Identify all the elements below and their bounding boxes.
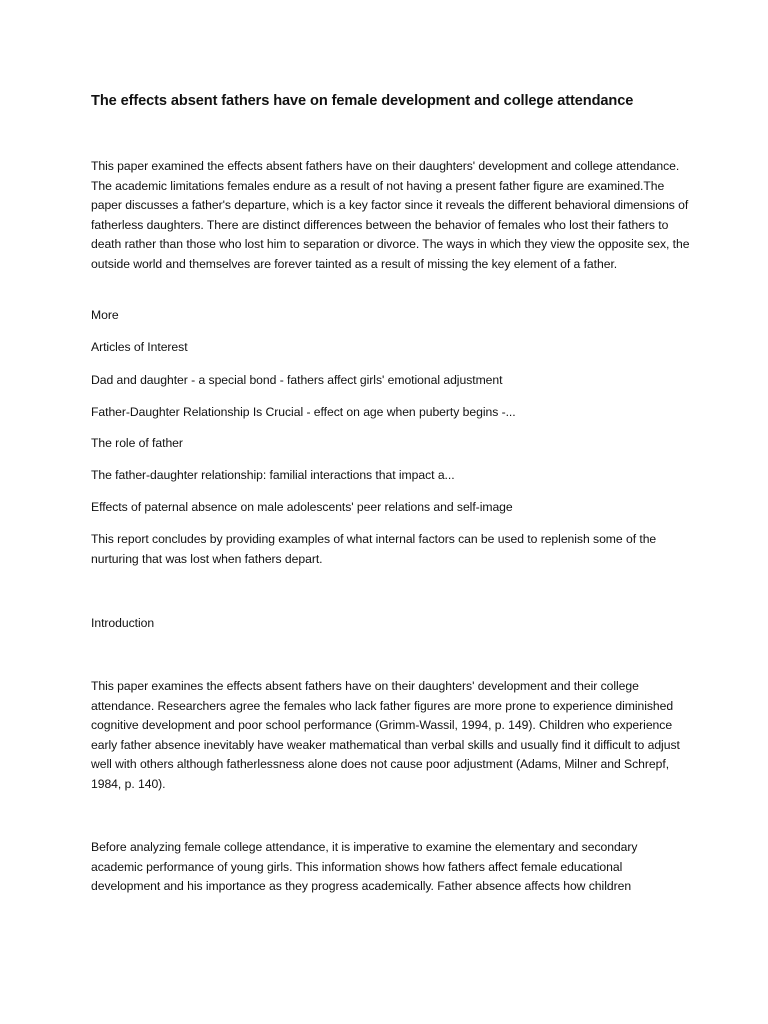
intro-paragraph-1: This paper examines the effects absent fathers have on their daughters' development and their college attendance. Researchers agree the females who lack father figures are more prone to experience diminished cognitive development and poor school performance (Grimm-Wassil, 1994, p. 149). Children who experience early father absence inevitably have weaker mathematical than verbal skills and usually find it difficult to adjust well with others although fatherlessness alone does not cause poor adjustment (Adams, Milner and Schrepf, 1984, p. 140).: [91, 679, 680, 791]
article-item: The role of father: [91, 436, 183, 450]
articles-heading: Articles of Interest: [91, 340, 188, 354]
article-item: Dad and daughter - a special bond - fathers affect girls' emotional adjustment: [91, 373, 503, 387]
intro-paragraph-2: Before analyzing female college attendance, it is imperative to examine the elementary and secondary academic performance of young girls. This information shows how fathers affect female educational development and his importance as they progress academically. Father absence affects how children: [91, 840, 638, 893]
introduction-heading: Introduction: [91, 616, 155, 630]
article-item: Effects of paternal absence on male adolescents' peer relations and self-image: [91, 500, 513, 514]
document-title: The effects absent fathers have on female development and college attendance: [91, 93, 634, 109]
conclusion-paragraph: This report concludes by providing examples of what internal factors can be used to replenish some of the nurturing that was lost when fathers depart.: [91, 532, 657, 566]
article-item: Father-Daughter Relationship Is Crucial - effect on age when puberty begins -...: [91, 405, 516, 419]
abstract-paragraph: This paper examined the effects absent fathers have on their daughters' development and college attendance. The academic limitations females endure as a result of not having a present father figure are examined.The paper discusses a father's departure, which is a key factor since it reveals the different behavioral dimensions of fatherless daughters. There are distinct differences between the behavior of females who lost their fathers to death rather than those who lost him to separation or divorce. The ways in which they view the opposite sex, the outside world and themselves are forever tainted as a result of missing the key element of a father.: [91, 159, 690, 271]
more-label: More: [91, 308, 119, 322]
article-item: The father-daughter relationship: familial interactions that impact a...: [91, 468, 455, 482]
